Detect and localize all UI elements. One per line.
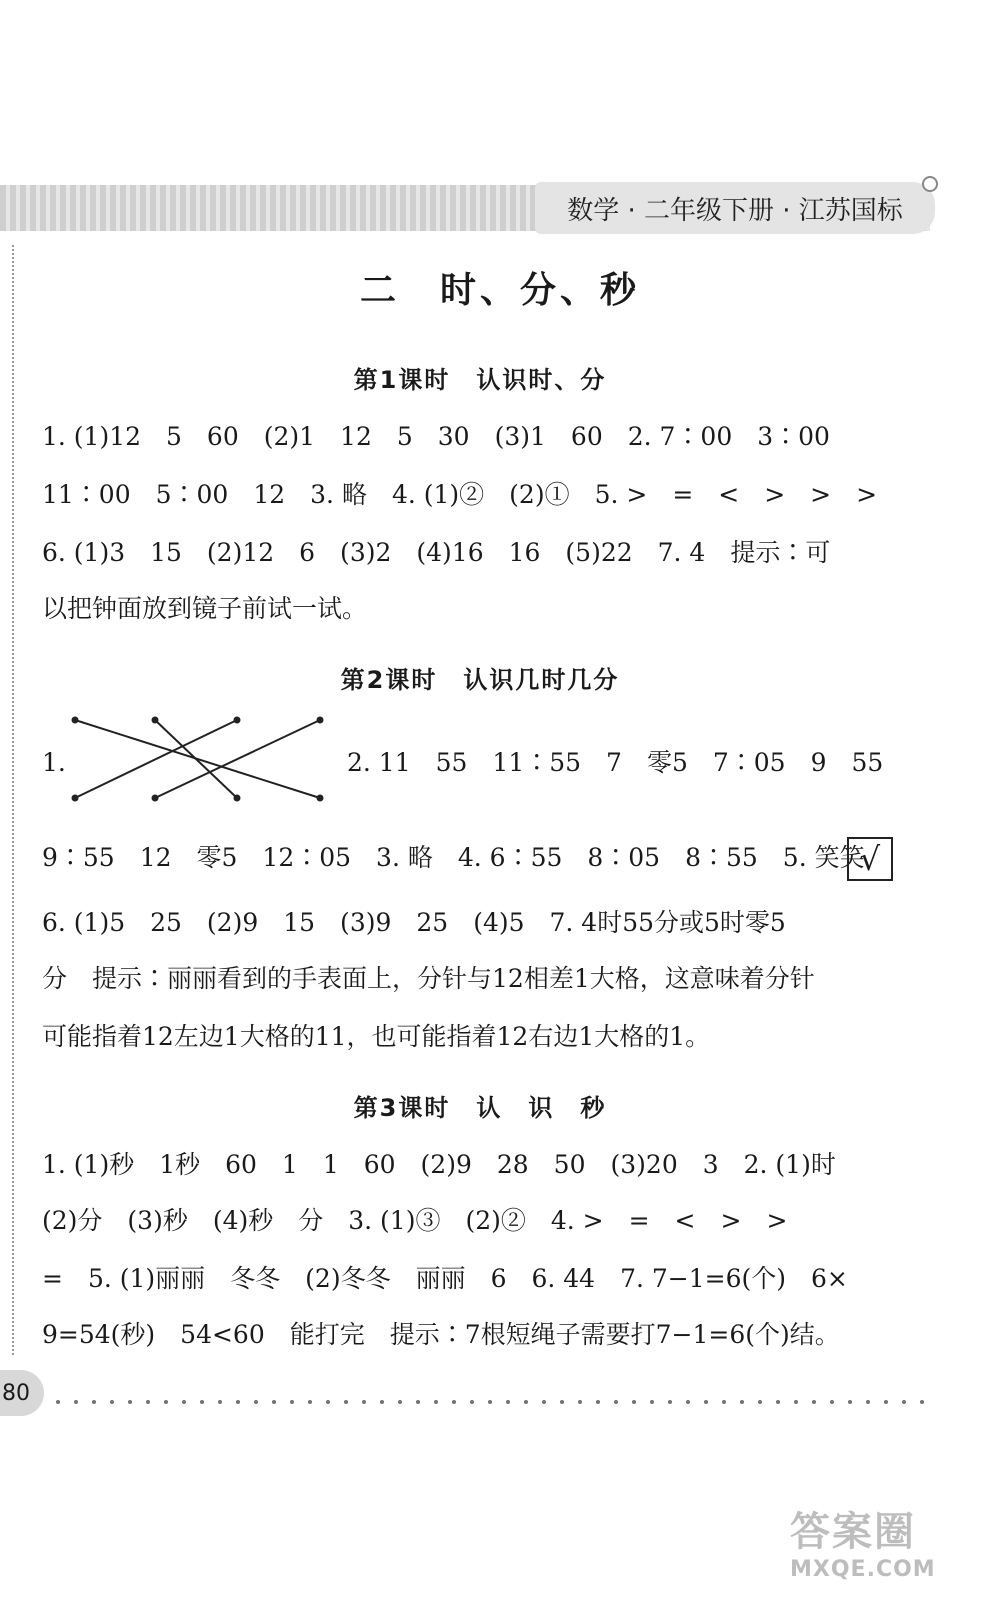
- watermark-bottom: MXQE.COM: [790, 1557, 936, 1582]
- lesson-2-line-5: 可能指着12左边1大格的11，也可能指着12右边1大格的1。: [42, 1022, 711, 1051]
- match-dot: [152, 795, 159, 802]
- lesson-2-line-4: 分 提示∶丽丽看到的手表面上，分针与12相差1大格，这意味着分针: [42, 964, 815, 993]
- match-line: [75, 720, 237, 798]
- match-dot: [152, 717, 159, 724]
- check-box: [847, 837, 893, 881]
- left-dotted-rule: [12, 245, 14, 1355]
- header-decor-circle: [922, 176, 938, 192]
- match-dot: [72, 795, 79, 802]
- lesson-1-title: 第1课时 认识时、分: [353, 366, 607, 394]
- page-number-badge: [0, 1370, 44, 1416]
- match-line: [155, 720, 320, 798]
- match-line: [75, 720, 320, 798]
- match-dot: [317, 717, 324, 724]
- watermark-logo: [790, 1500, 975, 1590]
- match-dot: [234, 795, 241, 802]
- match-dot: [72, 717, 79, 724]
- lesson-1-line-2: 11∶00 5∶00 12 3. 略 4. (1)② (2)① 5. > = < > > >: [42, 480, 878, 509]
- book-title: 数学 · 二年级下册 · 江苏国标: [567, 195, 903, 226]
- match-dot: [234, 717, 241, 724]
- match-dot: [317, 795, 324, 802]
- page-number: 80: [2, 1380, 30, 1406]
- lesson-1-line-1: 1. (1)12 5 60 (2)1 12 5 30 (3)1 60 2. 7∶00 3∶00: [42, 422, 830, 451]
- book-title-tab: [535, 182, 935, 234]
- footer-dotted-line: [55, 1400, 925, 1404]
- lesson-2-q1-label: 1.: [42, 748, 66, 777]
- lesson-1-line-3: 6. (1)3 15 (2)12 6 (3)2 (4)16 16 (5)22 7. 4 提示∶可: [42, 538, 831, 567]
- lesson-1-line-4: 以把钟面放到镜子前试一试。: [42, 594, 368, 623]
- chapter-title: 二 时、分、秒: [359, 270, 640, 311]
- lesson-2-line-1: 2. 11 55 11∶55 7 零5 7∶05 9 55: [347, 748, 884, 777]
- lesson-3-title: 第3课时 认 识 秒: [353, 1094, 607, 1122]
- lesson-2-title: 第2课时 认识几时几分: [340, 666, 620, 694]
- lesson-3-line-1: 1. (1)秒 1秒 60 1 1 60 (2)9 28 50 (3)20 3 2. (1)时: [42, 1150, 836, 1179]
- lesson-3-line-3: = 5. (1)丽丽 冬冬 (2)冬冬 丽丽 6 6. 44 7. 7−1=6(个) 6×: [42, 1264, 848, 1293]
- lesson-3-line-2: (2)分 (3)秒 (4)秒 分 3. (1)③ (2)② 4. > = < > >: [42, 1206, 788, 1235]
- lesson-2-line-2: 9∶55 12 零5 12∶05 3. 略 4. 6∶55 8∶05 8∶55 5. 笑笑: [42, 843, 865, 872]
- lesson-3-line-4: 9=54(秒) 54<60 能打完 提示∶7根短绳子需要打7−1=6(个)结。: [42, 1320, 840, 1349]
- lesson-2-line-3: 6. (1)5 25 (2)9 15 (3)9 25 (4)5 7. 4时55分或5时零5: [42, 908, 786, 937]
- match-line: [155, 720, 237, 798]
- watermark-top: 答案圈: [790, 1509, 916, 1555]
- matching-lines-diagram: [60, 705, 330, 805]
- check-mark-icon: √: [859, 840, 881, 878]
